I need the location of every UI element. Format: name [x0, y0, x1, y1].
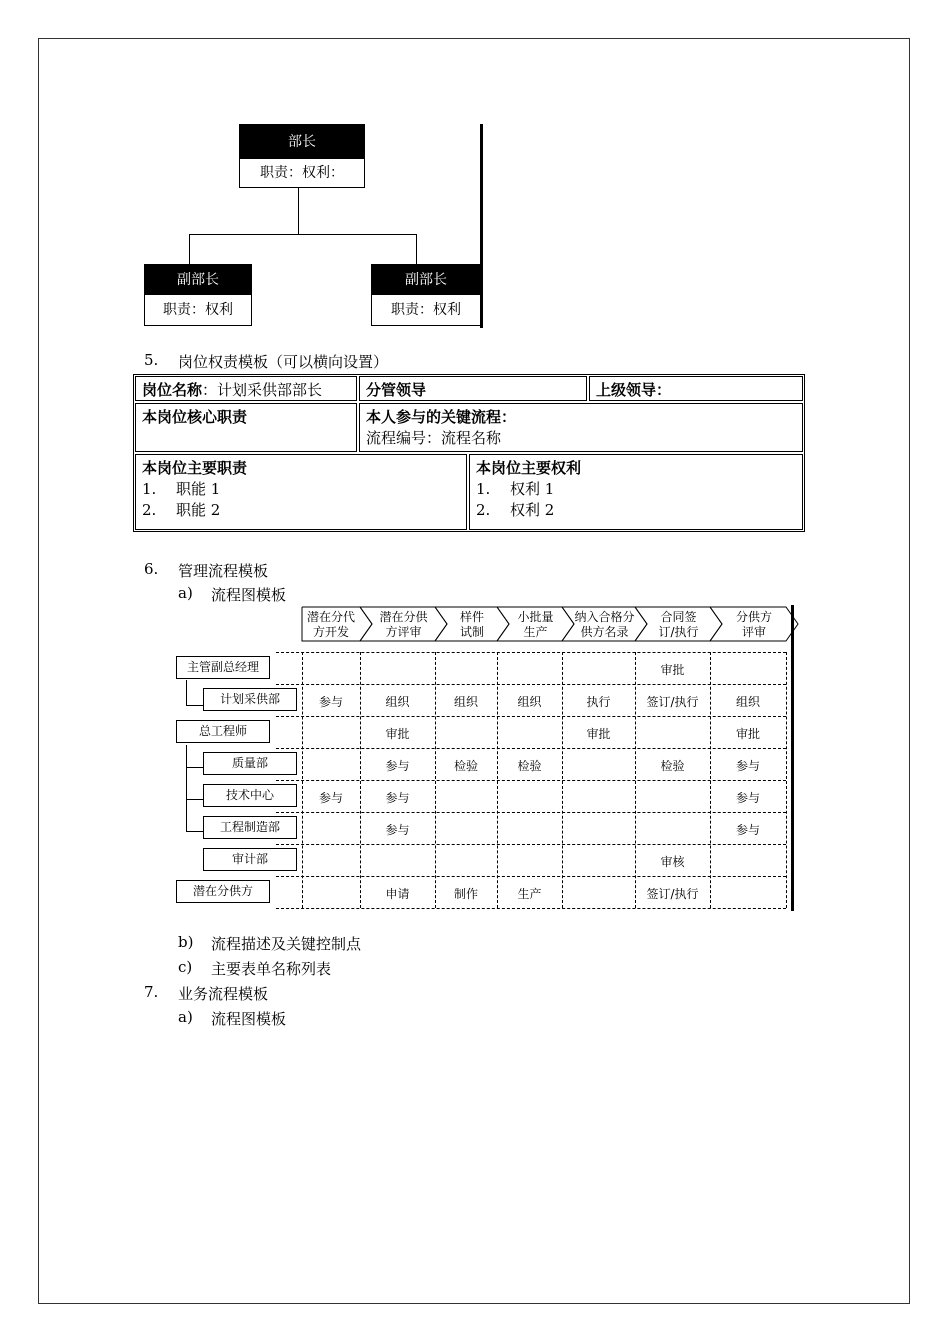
flow-tree-line: [186, 767, 203, 768]
section6-heading: 管理流程模板: [178, 562, 269, 580]
org-left-title: 副部长: [145, 265, 251, 295]
flow-cell: 签订/执行: [646, 887, 699, 901]
flow-cell: 参与: [735, 823, 760, 837]
org-top-title: 部长: [240, 125, 364, 159]
flow-cell: 组织: [735, 695, 760, 709]
flow-cell: 审批: [385, 727, 410, 741]
flow-cell: 参与: [385, 759, 410, 773]
flow-cell: 审批: [586, 727, 611, 741]
flow-tree-line: [186, 745, 187, 832]
flow-cell: 参与: [385, 823, 410, 837]
section6-b-num: b): [178, 933, 194, 951]
flow-grid-line: [786, 652, 787, 908]
section6-num: 6.: [144, 560, 159, 578]
flow-cell: 制作: [453, 887, 478, 901]
org-connector: [189, 234, 190, 264]
flow-cell: 组织: [453, 695, 478, 709]
duty-item: [142, 499, 460, 520]
section6-a-num: a): [178, 584, 193, 602]
superior-cell: 上级领导：: [589, 376, 803, 401]
flow-role-label: 潜在分供方: [176, 880, 270, 903]
org-right-title: 副部长: [372, 265, 480, 295]
duty-num: 2.: [142, 501, 157, 519]
flow-role-label: 总工程师: [176, 720, 270, 743]
flow-cell: 检验: [453, 759, 478, 773]
flow-step-label: 生产: [523, 625, 548, 639]
section7-a-text: 流程图模板: [211, 1010, 287, 1028]
flow-role-label: 审计部: [203, 848, 297, 871]
section6-a-text: 流程图模板: [211, 586, 287, 604]
right-num: 2.: [476, 501, 491, 519]
org-connector: [298, 188, 299, 234]
section7-a-num: a): [178, 1008, 193, 1026]
flow-grid-line: [435, 652, 436, 908]
flow-step-label: 样件: [459, 610, 485, 624]
flow-cell: 生产: [517, 887, 542, 901]
flow-step-label: 评审: [741, 625, 767, 639]
flow-step-label: 潜在分代: [306, 610, 356, 624]
page-border: [38, 38, 910, 1304]
flow-step: [360, 607, 447, 641]
flow-role-label: 计划采供部: [203, 688, 297, 711]
rights-title: 本岗位主要权利: [476, 459, 582, 477]
org-top-body: 职责：权利：: [260, 165, 344, 181]
flow-cell: 参与: [735, 791, 760, 805]
section6-c-text: 主要表单名称列表: [211, 960, 332, 978]
process-value: 流程编号：流程名称: [366, 429, 502, 447]
org-box-top: [239, 124, 365, 188]
duty-text: 职能 2: [176, 501, 221, 519]
flow-cell: 组织: [517, 695, 542, 709]
section5-num: 5.: [144, 351, 159, 369]
section6-b-text: 流程描述及关键控制点: [211, 935, 362, 953]
flow-cell: 审批: [735, 727, 760, 741]
flow-step-label: 订/执行: [658, 625, 699, 639]
manager-cell: 分管领导: [359, 376, 587, 401]
flow-tree-line: [186, 680, 187, 706]
flow-step-label: 试制: [459, 625, 485, 639]
right-item: [476, 499, 796, 520]
flow-step: [435, 607, 509, 641]
flow-step-arrows: [300, 605, 800, 645]
flow-cell: 检验: [660, 759, 685, 773]
flow-step: [562, 607, 647, 641]
flow-cell: 签订/执行: [646, 695, 699, 709]
flow-step-label: 纳入合格分: [574, 610, 635, 624]
flow-role-label: 质量部: [203, 752, 297, 775]
flow-role-label: 工程制造部: [203, 816, 297, 839]
flow-step-label: 供方名录: [580, 625, 629, 639]
flow-cell: 审核: [660, 855, 685, 869]
flow-grid-line: [562, 652, 563, 908]
section7-heading: 业务流程模板: [178, 985, 269, 1003]
flow-cell: 参与: [318, 695, 343, 709]
flow-cell: 申请: [385, 887, 410, 901]
position-label: 岗位名称: [142, 381, 203, 399]
org-box-right: [371, 264, 481, 326]
flow-step: [497, 607, 574, 641]
flow-cell: 审批: [660, 663, 685, 677]
duty-text: 职能 1: [176, 480, 221, 498]
flow-cell: 执行: [586, 695, 611, 709]
duties-cell: [135, 454, 467, 530]
flow-step: [635, 607, 722, 641]
process-cell: [359, 403, 803, 452]
flow-cell: 参与: [735, 759, 760, 773]
flow-step: [302, 607, 372, 641]
flow-step: [710, 607, 798, 641]
duty-item: [142, 478, 460, 499]
flow-cell: 组织: [385, 695, 410, 709]
flow-grid-line: [302, 652, 303, 908]
flow-cell: 参与: [385, 791, 410, 805]
right-text: 权利 2: [510, 501, 555, 519]
flow-tree-line: [186, 831, 203, 832]
rights-cell: [469, 454, 803, 530]
duties-title: 本岗位主要职责: [142, 459, 248, 477]
org-right-body: 职责：权利: [391, 302, 461, 318]
flow-grid-line: [276, 908, 786, 909]
org-connector: [189, 234, 417, 235]
right-text: 权利 1: [510, 480, 555, 498]
org-edge-bar: [480, 124, 483, 328]
flow-cell: 参与: [318, 791, 343, 805]
org-left-body: 职责：权利: [163, 302, 233, 318]
section5-heading: 岗位权责模板（可以横向设置）: [178, 353, 389, 371]
org-connector: [416, 234, 417, 264]
position-value: ：计划采供部部长: [202, 381, 323, 399]
flow-tree-line: [186, 799, 203, 800]
flow-step-label: 小批量: [517, 610, 554, 624]
flow-grid-line: [497, 652, 498, 908]
core-duty-title: 本岗位核心职责: [142, 408, 248, 426]
flow-role-label: 技术中心: [203, 784, 297, 807]
flowchart-edge-bar: [791, 605, 794, 911]
flow-role-label: 主管副总经理: [176, 656, 270, 679]
flow-step-label: 方开发: [312, 625, 350, 639]
flow-grid-line: [710, 652, 711, 908]
flow-step-label: 方评审: [385, 625, 422, 639]
flow-cell: 检验: [517, 759, 542, 773]
section7-num: 7.: [144, 983, 159, 1001]
flow-step-label: 合同签: [660, 610, 697, 624]
org-box-left: [144, 264, 252, 326]
duty-num: 1.: [142, 480, 157, 498]
right-num: 1.: [476, 480, 491, 498]
right-item: [476, 478, 796, 499]
position-name-cell: [135, 376, 357, 401]
section6-c-num: c): [178, 958, 193, 976]
flow-step-label: 潜在分供: [379, 610, 428, 624]
process-title: 本人参与的关键流程：: [366, 408, 517, 426]
core-duty-cell: [135, 403, 357, 452]
flow-step-label: 分供方: [735, 610, 773, 624]
flow-grid-line: [360, 652, 361, 908]
flow-tree-line: [186, 705, 203, 706]
